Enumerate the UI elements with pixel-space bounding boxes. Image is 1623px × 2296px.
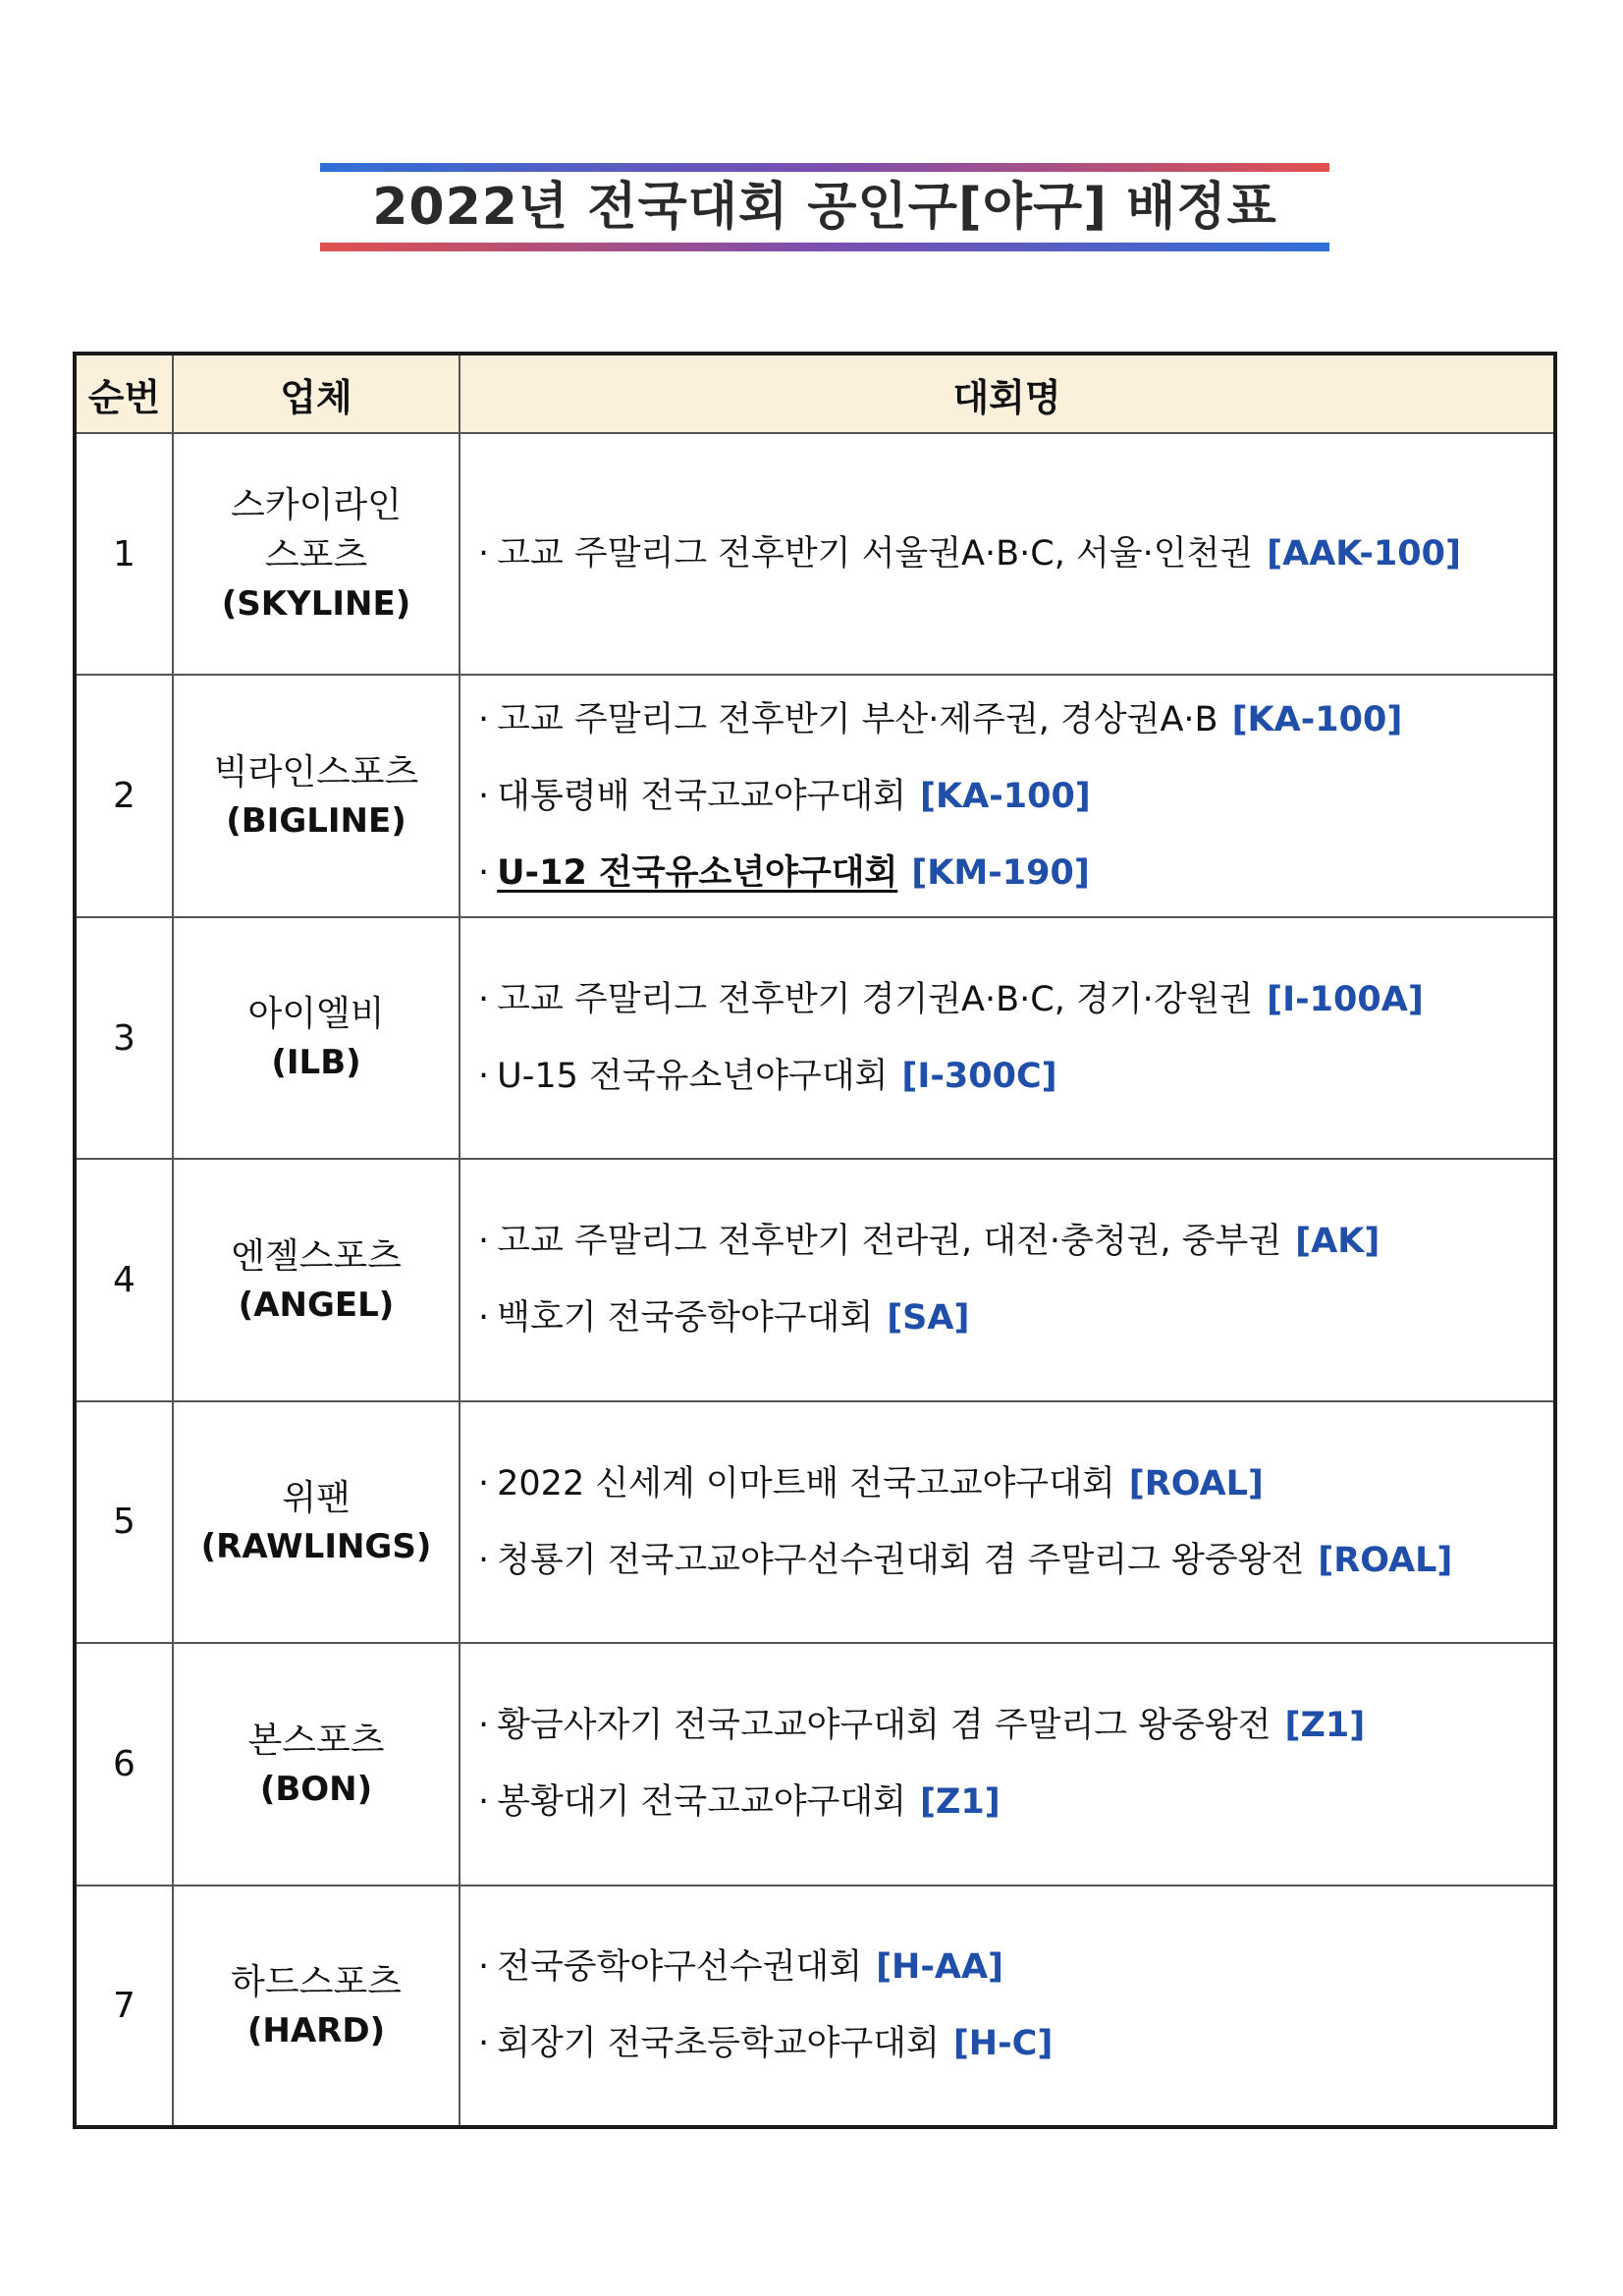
- event-item: [478, 1038, 1552, 1115]
- row-number: 1: [75, 433, 173, 675]
- company-name-ko: 아이엘비: [247, 994, 385, 1035]
- event-item: [478, 1280, 1552, 1356]
- event-cell: [460, 1643, 1555, 1885]
- event-name: 고교 주말리그 전후반기 경기권A·B·C, 경기·강원권: [497, 980, 1254, 1020]
- event-item: [478, 1687, 1552, 1764]
- company-name-en: (BON): [259, 1769, 373, 1809]
- ball-model-code: [H-C]: [952, 2024, 1054, 2064]
- company-name-ko: 엔젤스포츠: [231, 1235, 402, 1277]
- event-name: U-15 전국유소년야구대회: [497, 1057, 889, 1097]
- bullet-icon: ·: [478, 1782, 490, 1823]
- table-row: [75, 433, 1555, 675]
- bullet-icon: ·: [478, 852, 490, 893]
- ball-model-code: [KA-100]: [1231, 699, 1403, 739]
- ball-model-code: [Z1]: [1284, 1706, 1366, 1746]
- bullet-icon: ·: [478, 1298, 490, 1339]
- row-number: 7: [75, 1886, 173, 2127]
- bullet-icon: ·: [478, 980, 490, 1020]
- bullet-icon: ·: [478, 534, 490, 574]
- event-name: 고교 주말리그 전후반기 부산·제주권, 경상권A·B: [497, 699, 1218, 739]
- event-item: [478, 1446, 1552, 1522]
- event-name: 황금사자기 전국고교야구대회 겸 주말리그 왕중왕전: [497, 1706, 1271, 1746]
- table-row: [75, 1159, 1555, 1400]
- event-cell: [460, 1159, 1555, 1400]
- event-name: 대통령배 전국고교야구대회: [497, 776, 906, 816]
- company-cell: [173, 1159, 460, 1400]
- table-row: [75, 1643, 1555, 1885]
- company-name-en: (ANGEL): [238, 1285, 395, 1325]
- row-number: 3: [75, 917, 173, 1159]
- company-cell: [173, 675, 460, 916]
- bullet-icon: ·: [478, 1706, 490, 1746]
- event-name: 회장기 전국초등학교야구대회: [497, 2024, 940, 2064]
- bullet-icon: ·: [478, 1463, 490, 1503]
- table-row: [75, 1401, 1555, 1643]
- event-item: [478, 2005, 1552, 2082]
- ball-model-code: [AAK-100]: [1267, 534, 1461, 574]
- event-cell: [460, 917, 1555, 1159]
- company-cell: [173, 1886, 460, 2127]
- event-name: 2022 신세계 이마트배 전국고교야구대회: [497, 1463, 1115, 1503]
- ball-model-code: [ROAL]: [1318, 1540, 1453, 1580]
- event-item: [478, 1929, 1552, 2005]
- ball-model-code: [I-300C]: [901, 1057, 1057, 1097]
- table-header-row: [75, 354, 1555, 433]
- table-row: [75, 917, 1555, 1159]
- ball-model-code: [ROAL]: [1128, 1463, 1264, 1503]
- bullet-icon: ·: [478, 1947, 490, 1988]
- row-number: 4: [75, 1159, 173, 1400]
- event-name: 고교 주말리그 전후반기 전라권, 대전·충청권, 중부권: [497, 1222, 1282, 1262]
- ball-model-code: [H-AA]: [876, 1947, 1004, 1988]
- company-cell: [173, 433, 460, 675]
- company-name-en: (RAWLINGS): [200, 1527, 432, 1567]
- ball-model-code: [KM-190]: [911, 852, 1090, 893]
- company-cell: [173, 917, 460, 1159]
- table-row: [75, 1886, 1555, 2127]
- event-item: [478, 1764, 1552, 1840]
- header-company: 업체: [173, 354, 460, 433]
- title-decor-line-bottom: [320, 243, 1329, 251]
- company-cell: [173, 1401, 460, 1643]
- company-name-ko: 빅라인스포츠: [213, 751, 419, 793]
- event-item: [478, 961, 1552, 1038]
- event-name: 고교 주말리그 전후반기 서울권A·B·C, 서울·인천권: [497, 534, 1254, 574]
- row-number: 2: [75, 675, 173, 916]
- ball-model-code: [KA-100]: [920, 776, 1091, 816]
- event-cell: [460, 675, 1555, 916]
- bullet-icon: ·: [478, 2024, 490, 2064]
- company-name-en: (HARD): [246, 2010, 386, 2050]
- event-name: 봉황대기 전국고교야구대회: [497, 1782, 906, 1823]
- event-cell: [460, 433, 1555, 675]
- company-name-en: (BIGLINE): [226, 801, 406, 842]
- company-name-ko: 위팬: [282, 1478, 351, 1519]
- event-cell: [460, 1886, 1555, 2127]
- bullet-icon: ·: [478, 1057, 490, 1097]
- row-number: 5: [75, 1401, 173, 1643]
- company-name-ko: 스카이라인: [231, 484, 402, 525]
- bullet-icon: ·: [478, 699, 490, 739]
- event-cell: [460, 1401, 1555, 1643]
- table-row: [75, 675, 1555, 916]
- event-item: [478, 1522, 1552, 1599]
- header-no: 순번: [75, 354, 173, 433]
- company-name-ko: 하드스포츠: [231, 1961, 402, 2002]
- company-name-en: (SKYLINE): [221, 584, 411, 625]
- row-number: 6: [75, 1643, 173, 1885]
- title-decor-line-top: [320, 163, 1329, 172]
- bullet-icon: ·: [478, 776, 490, 816]
- ball-model-code: [AK]: [1295, 1222, 1380, 1262]
- bullet-icon: ·: [478, 1222, 490, 1262]
- company-name-en: (ILB): [271, 1043, 361, 1083]
- ball-model-code: [I-100A]: [1267, 980, 1424, 1020]
- event-name: 전국중학야구선수권대회: [497, 1947, 863, 1988]
- bullet-icon: ·: [478, 1540, 490, 1580]
- event-item: [478, 758, 1552, 835]
- company-name-ko: 스포츠: [264, 535, 368, 576]
- allocation-table: [73, 352, 1557, 2129]
- event-item: [478, 1203, 1552, 1280]
- event-name: 청룡기 전국고교야구선수권대회 겸 주말리그 왕중왕전: [497, 1540, 1305, 1580]
- event-name: 백호기 전국중학야구대회: [497, 1298, 874, 1339]
- page-title: 2022년 전국대회 공인구[야구] 배정표: [372, 178, 1277, 237]
- event-item: [478, 682, 1552, 758]
- event-item: [478, 516, 1552, 592]
- title-banner: [320, 163, 1329, 251]
- ball-model-code: [Z1]: [920, 1782, 1001, 1823]
- event-name: U-12 전국유소년야구대회: [497, 852, 898, 893]
- event-item: [478, 835, 1552, 911]
- header-event: 대회명: [460, 354, 1555, 433]
- ball-model-code: [SA]: [887, 1298, 970, 1339]
- company-name-ko: 본스포츠: [247, 1720, 385, 1761]
- company-cell: [173, 1643, 460, 1885]
